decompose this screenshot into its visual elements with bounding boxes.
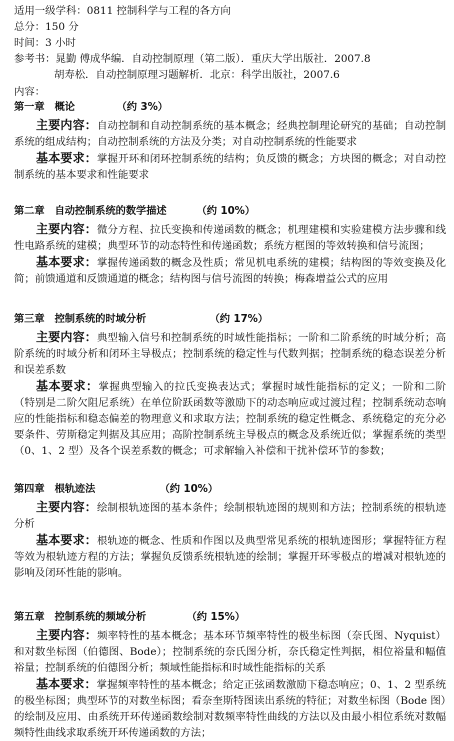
- chapter-number: 第三章: [14, 314, 45, 325]
- discipline-line: 适用一级学科：0811 控制科学与工程的各方向: [14, 5, 231, 17]
- main-content-label: 主要内容：: [36, 222, 97, 236]
- main-content-text: 典型输入信号和控制系统的时域性能指标；一阶和二阶系统的时域分析；高阶系统的时域分析和闭环主导极点；控制系统的稳定性与代数判据；控制系统的稳态误差分析和误差系数: [14, 332, 446, 376]
- chapter-heading: [14, 311, 446, 329]
- total-score-line: 总分：150 分: [14, 21, 79, 33]
- main-content-text: 微分方程、拉氏变换和传递函数的概念；机理建模和实验建模方法步骤和线性电路系统的建模；典型环节的动态特性和传递函数；系统方框图的等效转换和信号流图；: [14, 224, 446, 252]
- chapter-3: [14, 311, 446, 459]
- basic-requirements-text: 掌握开环和闭环控制系统的结构；负反馈的概念；方块图的概念；对自动控制系统的基本要求和性能要求: [14, 153, 446, 181]
- chapter-heading: [14, 609, 446, 627]
- chapter-name: 自动控制系统的数学描述: [54, 206, 167, 217]
- chapter-2: [14, 203, 446, 287]
- basic-requirements-label: 基本要求：: [36, 151, 97, 165]
- main-content-label: 主要内容：: [36, 330, 97, 344]
- chapter-name: 控制系统的时域分析: [54, 314, 147, 325]
- chapter-percent: （约 10%）: [196, 206, 256, 217]
- basic-requirements-paragraph: [14, 150, 446, 183]
- chapter-name: 控制系统的频域分析: [54, 612, 147, 623]
- basic-requirements-text: 掌握频率特性的基本概念；给定正弦函数激励下稳态响应；0、1、2 型系统的极坐标图；典型环节的对数坐标图；看奈奎斯特图读出系统的特征；对数坐标图（Bode 图）的绘制及应用、由系统开环传递函数绘制对数频率特性曲线的方法以及由最小相位系统对数幅频特性曲线求取系统开环传递函数的方法；: [14, 679, 446, 739]
- chapter-name: 根轨迹法: [54, 484, 96, 495]
- main-content-text: 绘制根轨迹图的基本条件；绘制根轨迹图的规则和方法；控制系统的根轨迹分析: [14, 502, 446, 530]
- basic-requirements-text: 掌握典型输入的拉氏变换表达式；掌握时域性能指标的定义；一阶和二阶（特别是二阶欠阻尼系统）在单位阶跃函数等激励下的动态响应或过渡过程；控制系统动态响应的性能指标和稳态偏差的物理意义和求取方法；控制系统的稳定性概念、系统稳定的充分必要条件、劳斯稳定判据及其应用；高阶控制系统主导极点的概念及系统近似；掌握系统的类型（0、1、2 型）及各个误差系数的概念；可求解输入补偿和干扰补偿环节的参数；: [14, 381, 446, 457]
- basic-requirements-paragraph: [14, 254, 446, 287]
- basic-requirements-label: 基本要求：: [36, 533, 97, 547]
- chapter-number: 第四章: [14, 484, 45, 495]
- reference-book-1: 参考书：晁勤 傅成华编．自动控制原理（第二版）．重庆大学出版社．2007.8: [14, 53, 371, 65]
- main-content-paragraph: [14, 329, 446, 378]
- basic-requirements-paragraph: [14, 532, 446, 581]
- chapter-name: 概论: [54, 102, 75, 113]
- basic-requirements-text: 根轨迹的概念、性质和作图以及典型常见系统的根轨迹图形；掌握特征方程等效为根轨迹方程的方法；掌握负反馈系统根轨迹的绘制；掌握开环零极点的增减对根轨迹的影响及闭环性能的影响。: [14, 535, 446, 579]
- main-content-label: 主要内容：: [36, 628, 98, 642]
- chapter-5: [14, 609, 446, 741]
- chapter-4: [14, 481, 446, 581]
- chapter-percent: （约 17%）: [209, 314, 269, 325]
- chapter-number: 第五章: [14, 612, 45, 623]
- main-content-text: 自动控制和自动控制系统的基本概念；经典控制理论研究的基础；自动控制系统的组成结构；自动控制系统的方法及分类；对自动控制系统的性能要求: [14, 120, 446, 148]
- main-content-label: 主要内容：: [36, 118, 97, 132]
- time-line: 时间：3 小时: [14, 37, 76, 49]
- chapter-heading: [14, 99, 446, 117]
- chapter-number: 第二章: [14, 206, 45, 217]
- main-content-paragraph: [14, 627, 446, 676]
- chapter-heading: [14, 203, 446, 221]
- main-content-paragraph: [14, 117, 446, 150]
- basic-requirements-label: 基本要求：: [36, 255, 97, 269]
- basic-requirements-paragraph: [14, 378, 446, 459]
- main-content-label: 主要内容：: [36, 500, 97, 514]
- chapter-percent: （约 3%）: [116, 102, 168, 113]
- chapter-percent: （约 10%）: [159, 484, 219, 495]
- basic-requirements-text: 掌握传递函数的概念及性质；常见机电系统的建模；结构图的等效变换及化简；前馈通道和反馈通道的概念；结构图与信号流图的转换；梅森增益公式的应用: [14, 257, 446, 285]
- basic-requirements-label: 基本要求：: [36, 379, 99, 393]
- chapter-percent: （约 15%）: [186, 612, 246, 623]
- basic-requirements-label: 基本要求：: [36, 677, 97, 691]
- reference-book-2: 胡寿松．自动控制原理习题解析．北京：科学出版社，2007.6: [54, 69, 340, 81]
- main-content-paragraph: [14, 221, 446, 254]
- basic-requirements-paragraph: [14, 676, 446, 741]
- document-header: [14, 3, 446, 83]
- chapter-number: 第一章: [14, 102, 45, 113]
- main-content-text: 频率特性的基本概念；基本环节频率特性的极坐标图（奈氏图、Nyquist）和对数坐标图（伯德图、Bode）；控制系统的奈氏图分析，奈氏稳定性判据，相位裕量和幅值裕量；控制系统的伯德图分析；频域性能指标和时域性能指标的关系: [14, 630, 446, 674]
- chapter-heading: [14, 481, 446, 499]
- chapter-1: [14, 99, 446, 183]
- content-label: 内容：: [14, 86, 46, 98]
- main-content-paragraph: [14, 499, 446, 532]
